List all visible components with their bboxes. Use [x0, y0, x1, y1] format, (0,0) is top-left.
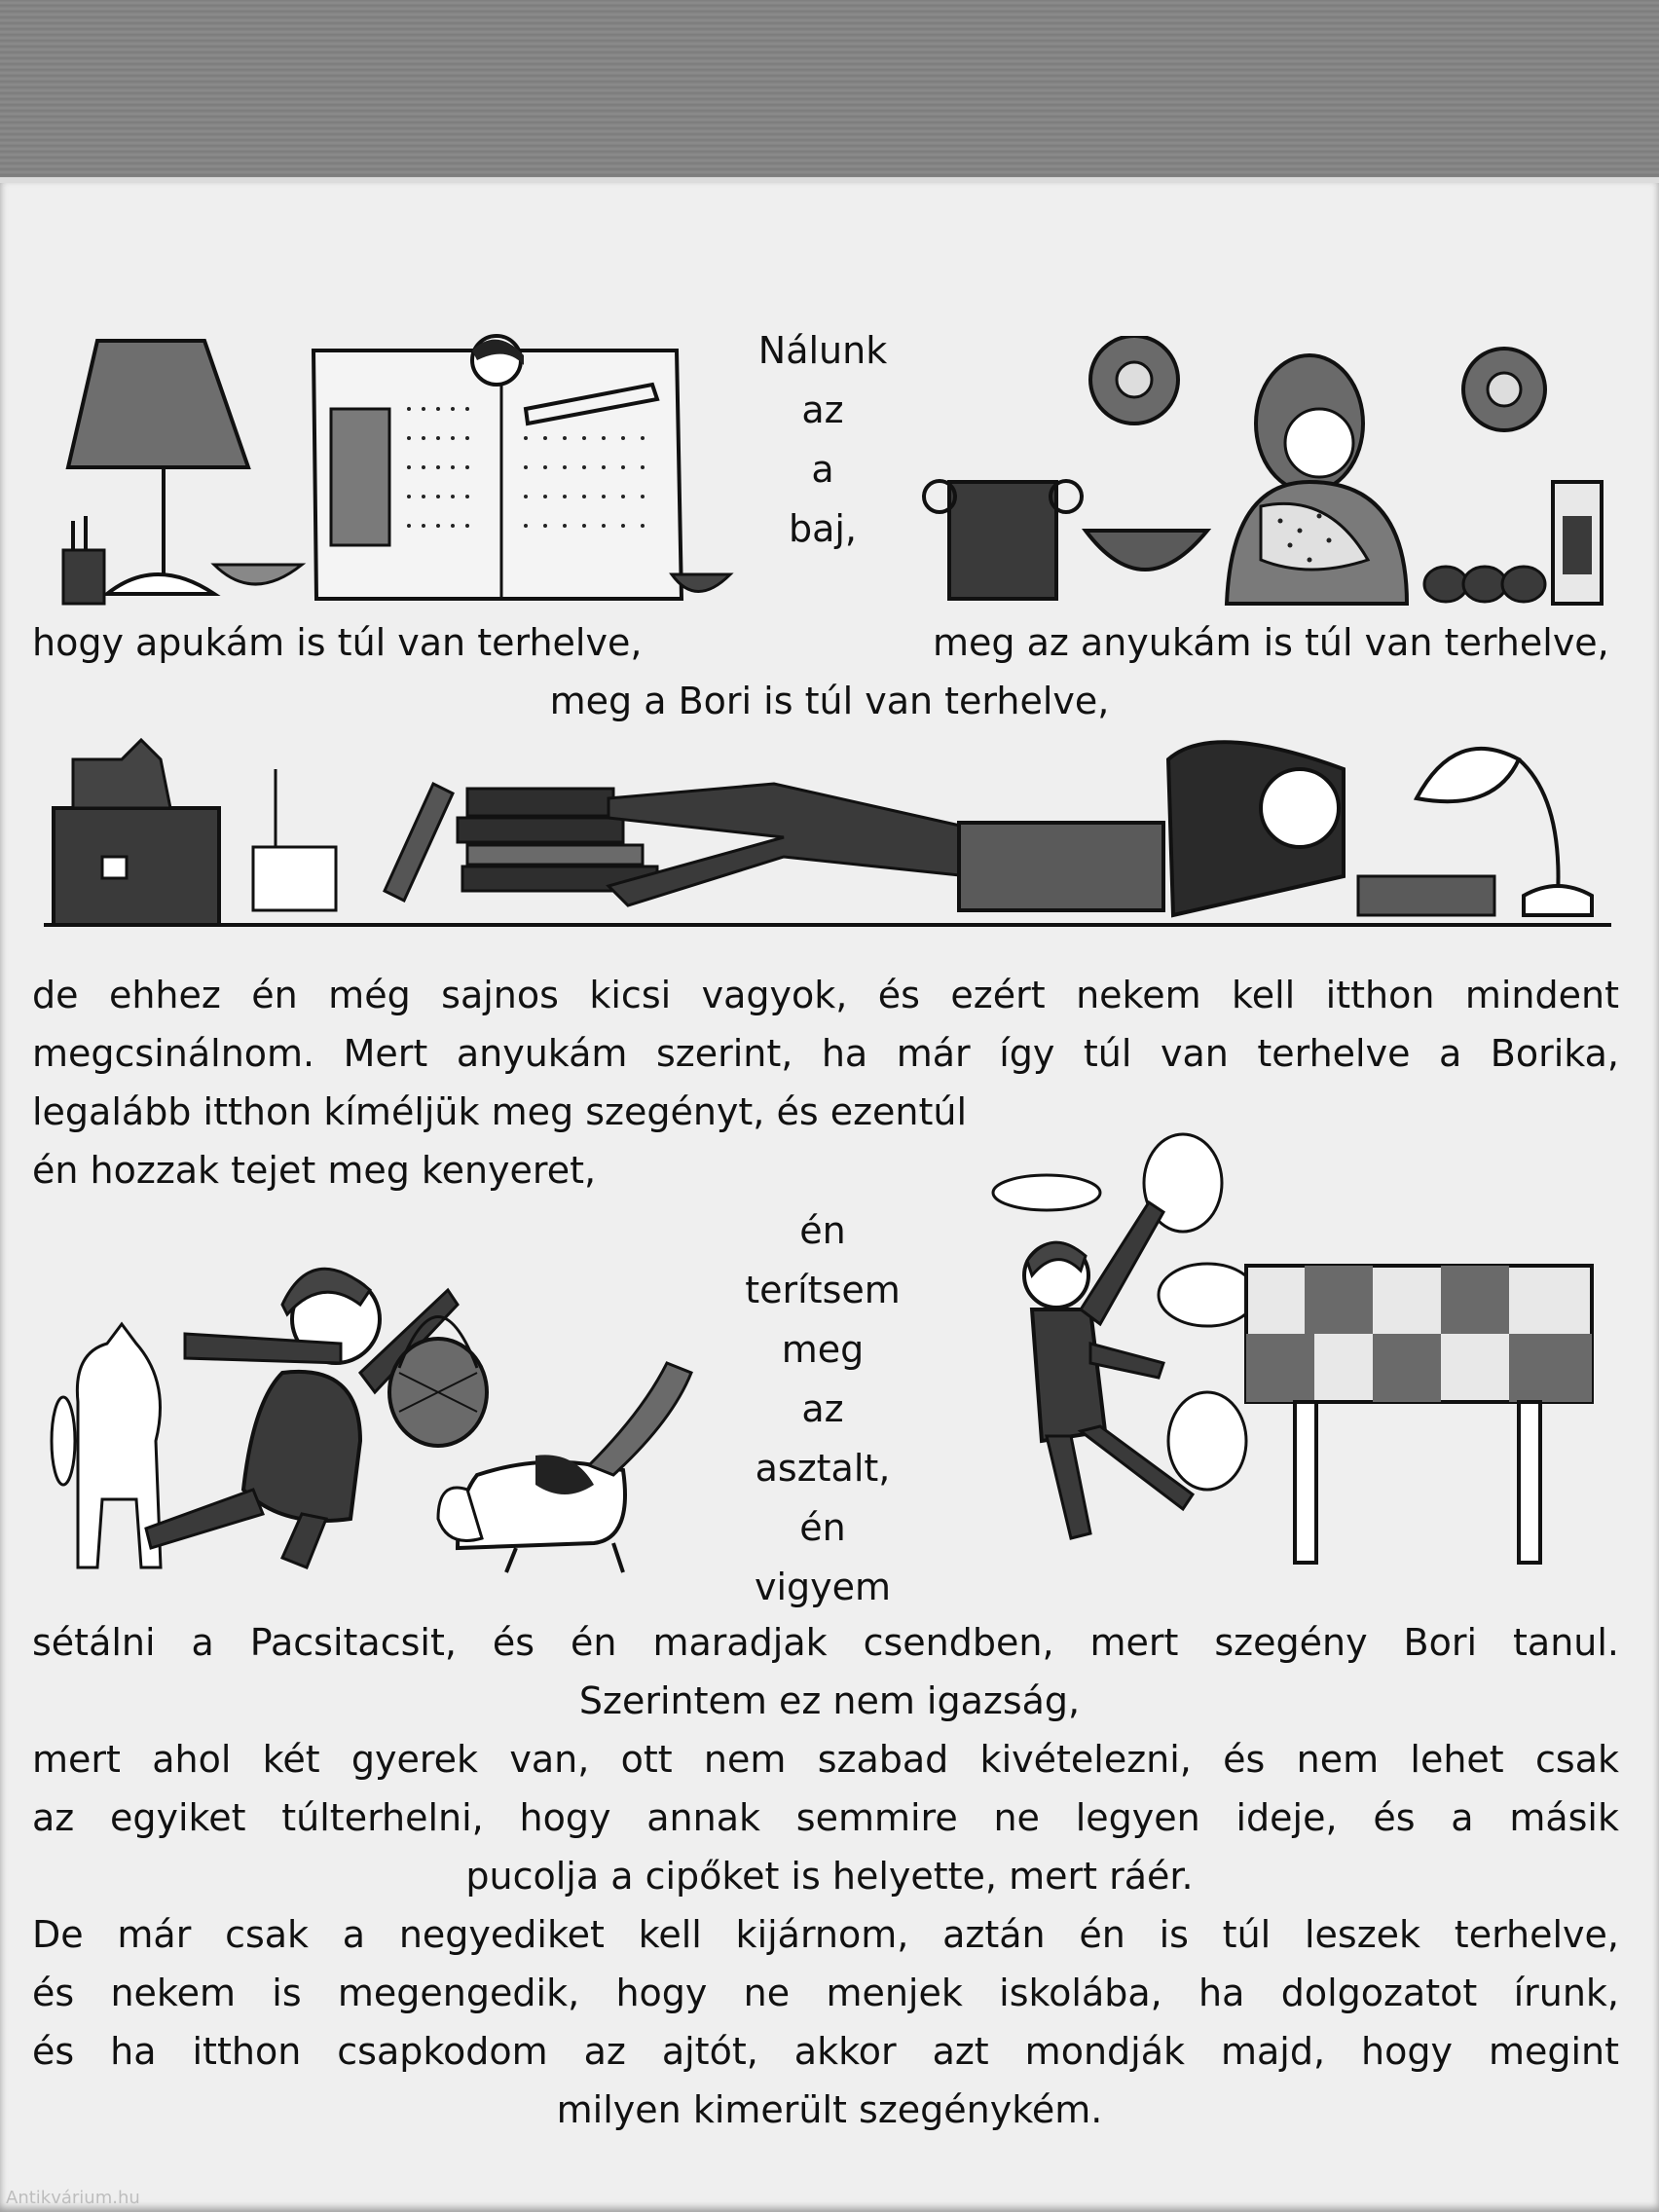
line-dad: hogy apukám is túl van terhelve,: [32, 621, 643, 664]
vertical-word: vigyem: [754, 1566, 892, 1608]
para3-line: és ha itthon csapkodom az ajtót, akkor azt mondják majd, hogy megint: [32, 2030, 1619, 2073]
stanza1-vertical-text: [720, 321, 925, 559]
para3-line: De már csak a negyediket kell kijárnom, aztán én is túl leszek terhelve,: [32, 1913, 1619, 1956]
para2-line: mert ahol két gyerek van, ott nem szabad kivételezni, és nem lehet csak: [32, 1738, 1619, 1781]
stanza2-vertical-text: [720, 1201, 925, 1617]
para1-line: megcsinálnom. Mert anyukám szerint, ha már így túl van terhelve a Borika,: [32, 1032, 1619, 1075]
dad-reading-newspaper-drawing: [58, 331, 740, 613]
line-walk: sétálni a Pacsitacsit, és én maradjak csendben, mert szegény Bori tanul.: [32, 1621, 1619, 1664]
vertical-word: az: [801, 1387, 844, 1430]
para2-end: pucolja a cipőket is helyette, mert ráér.: [465, 1855, 1194, 1898]
vertical-word: terítsem: [745, 1269, 901, 1311]
para1-line: legalább itthon kíméljük meg szegényt, és ezentúl: [32, 1090, 968, 1133]
para3-end: milyen kimerült szegénykém.: [556, 2088, 1103, 2131]
child-setting-table-drawing: [974, 1129, 1616, 1577]
vertical-word: Nálunk: [757, 329, 888, 372]
watermark: Antikvárium.hu: [6, 2188, 140, 2208]
para1-line: de ehhez én még sajnos kicsi vagyok, és ezért nekem kell itthon mindent: [32, 974, 1619, 1016]
vertical-word: az: [801, 388, 844, 431]
para3-line: és nekem is megengedik, hogy ne menjek iskolába, ha dolgozatot írunk,: [32, 1972, 1619, 2014]
background-wall: [0, 0, 1659, 190]
line-justice: Szerintem ez nem igazság,: [578, 1679, 1081, 1722]
line-bori: meg a Bori is túl van terhelve,: [549, 680, 1110, 722]
para2-line: az egyiket túlterhelni, hogy annak semmire ne legyen ideje, és a másik: [32, 1796, 1619, 1839]
vertical-word: én: [799, 1506, 846, 1549]
child-shopping-with-cat-and-dog-drawing: [49, 1246, 720, 1577]
vertical-word: baj,: [788, 507, 858, 550]
bori-studying-drawing: [44, 720, 1611, 935]
vertical-word: a: [811, 448, 834, 491]
vertical-word: asztalt,: [755, 1447, 891, 1490]
vertical-word: meg: [781, 1328, 865, 1371]
line-mom: meg az anyukám is túl van terhelve,: [933, 621, 1609, 664]
para1-line: én hozzak tejet meg kenyeret,: [32, 1149, 597, 1192]
mom-cooking-drawing: [901, 336, 1611, 618]
vertical-word: én: [799, 1209, 846, 1252]
